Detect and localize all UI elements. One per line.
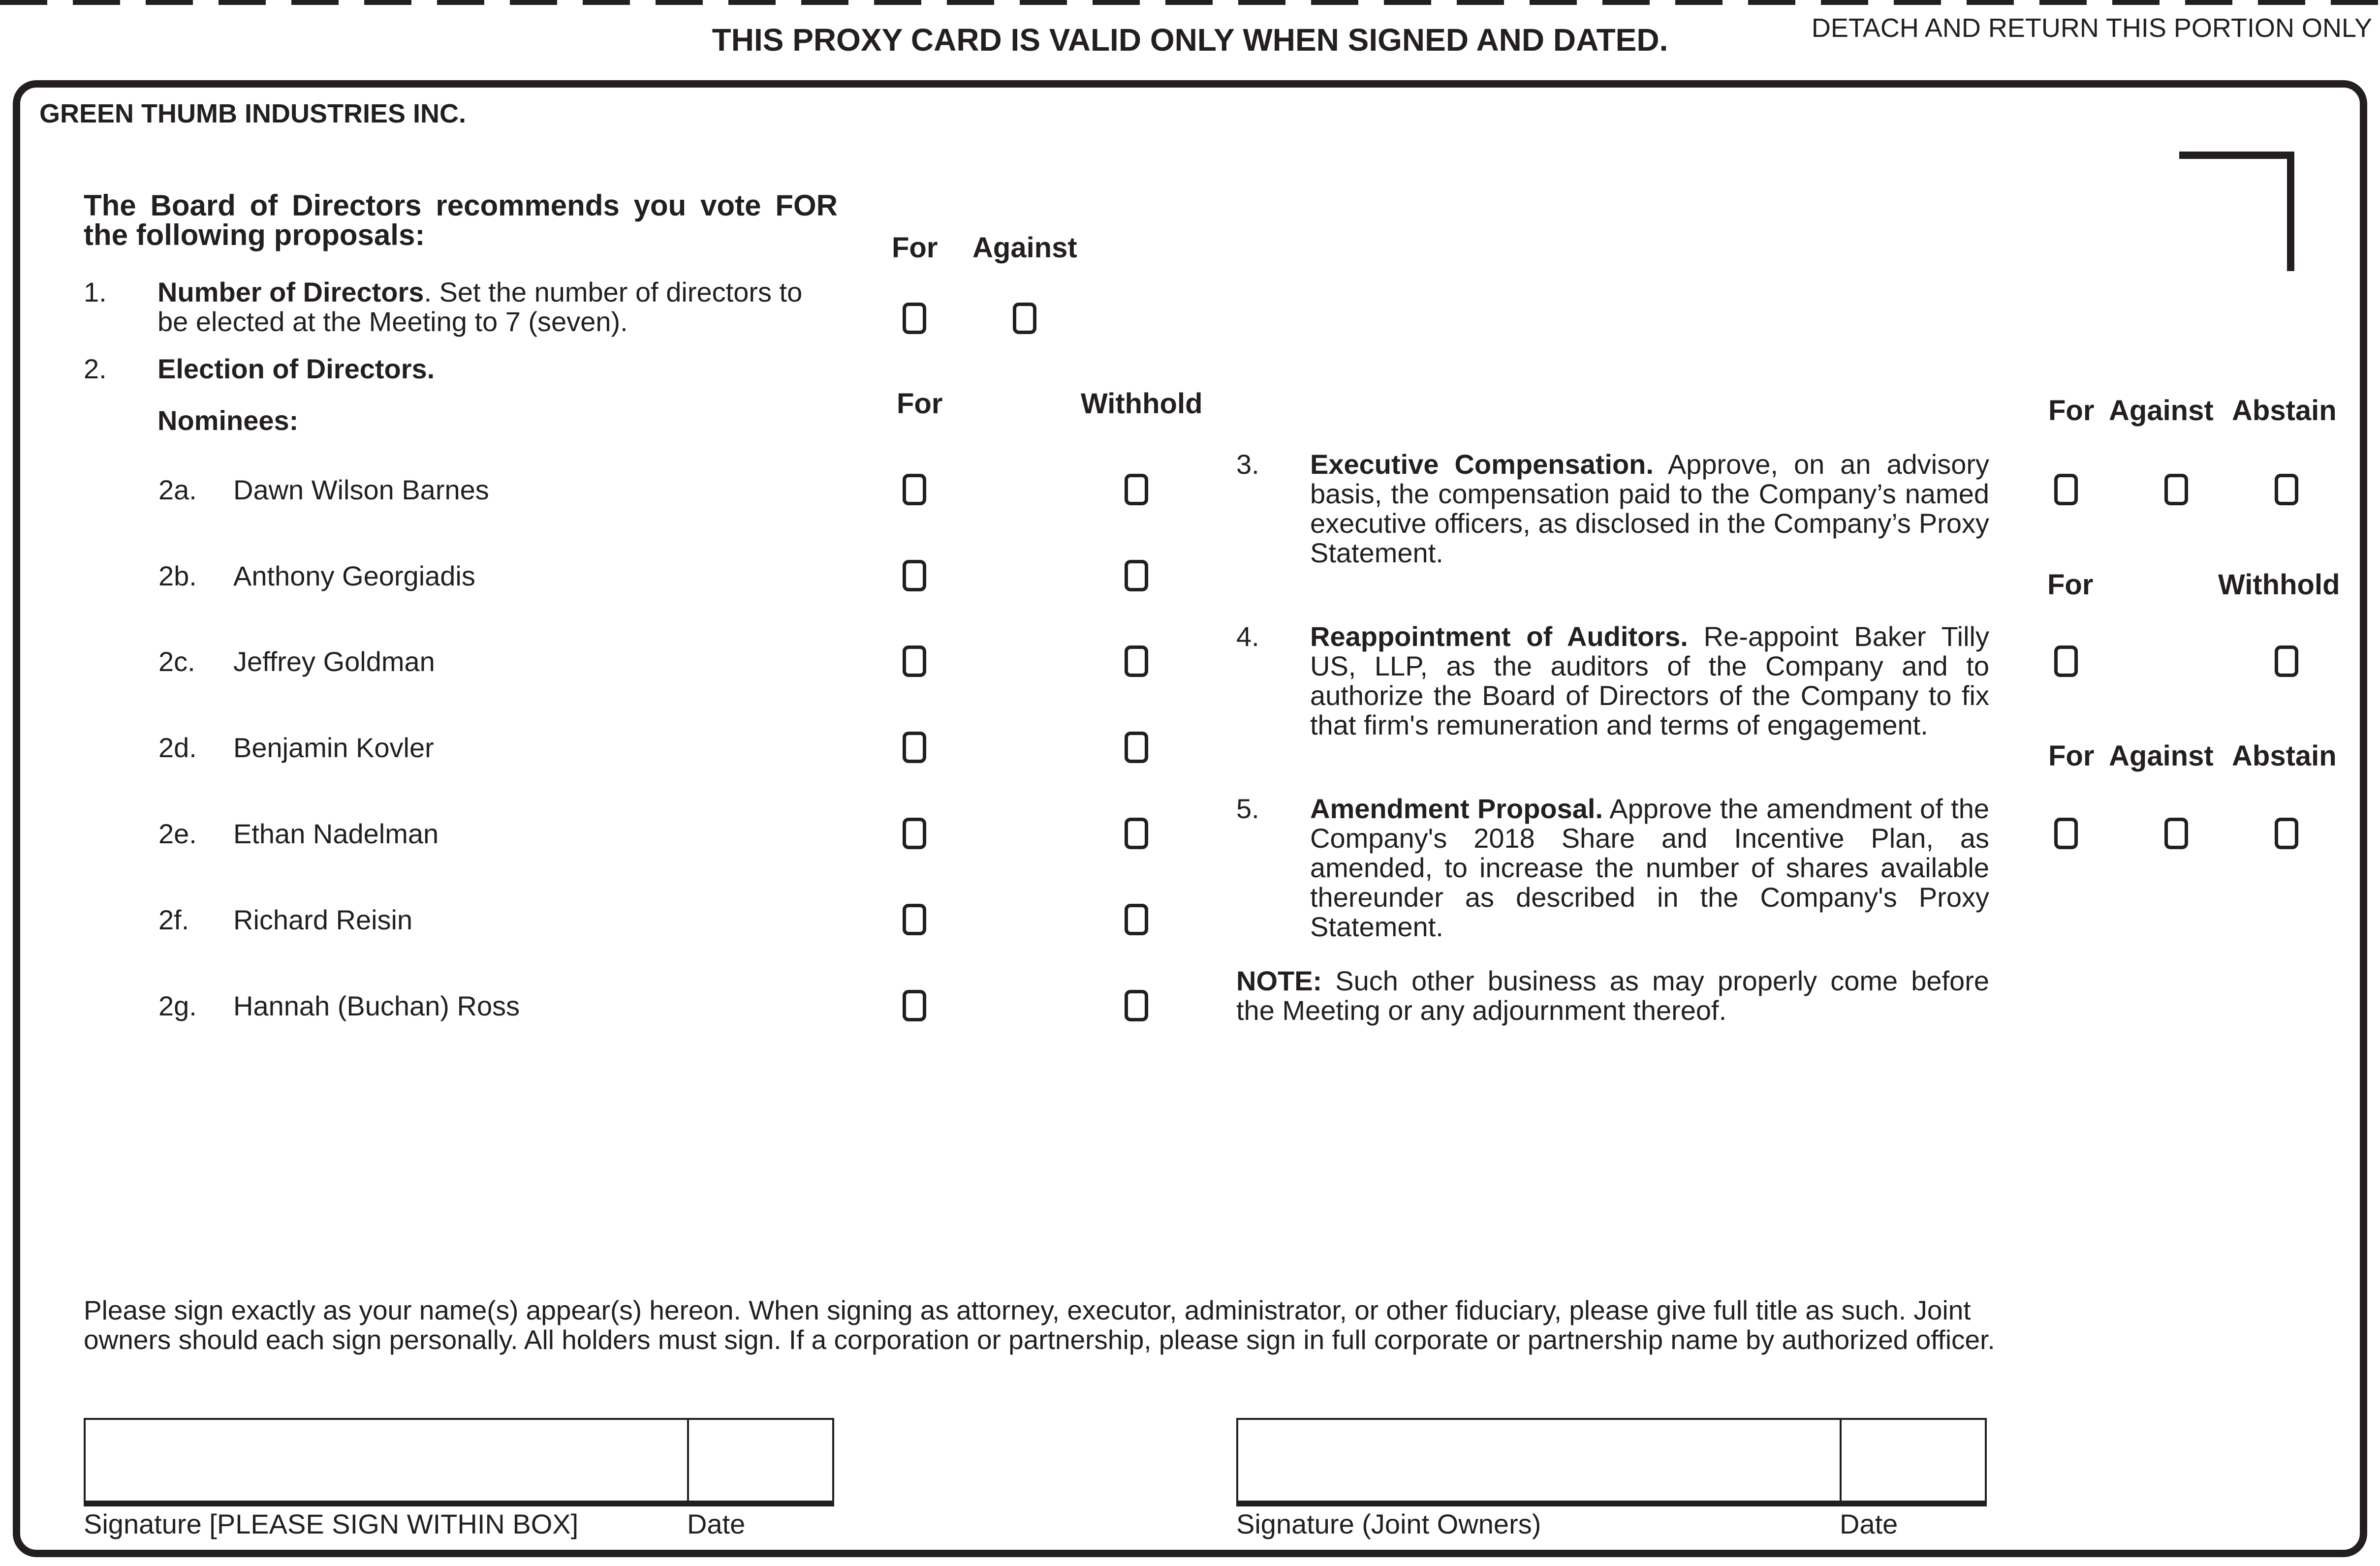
- p1-against-header: Against: [972, 232, 1077, 264]
- nominee-name: Dawn Wilson Barnes: [233, 474, 489, 505]
- p5-title: Amendment Proposal.: [1310, 793, 1603, 824]
- nominee-name: Hannah (Buchan) Ross: [233, 990, 520, 1021]
- p3-for-checkbox[interactable]: [2054, 474, 2078, 505]
- p3-against-checkbox[interactable]: [2164, 474, 2188, 505]
- p2-for-header: For: [897, 388, 943, 420]
- nominee-number: 2f.: [158, 904, 189, 935]
- nominee-2f-withhold-checkbox[interactable]: [1125, 904, 1148, 935]
- note-description: Such other business as may properly come before the Meeting or any adjournment thereof.: [1236, 965, 1989, 1026]
- nominee-number: 2b.: [158, 560, 197, 591]
- nominee-name: Anthony Georgiadis: [233, 560, 475, 591]
- nominee-2e-for-checkbox[interactable]: [903, 818, 926, 849]
- p4-title: Reappointment of Auditors.: [1310, 621, 1688, 652]
- p5-for-header: For: [2048, 740, 2095, 772]
- nominee-number: 2a.: [158, 474, 197, 505]
- nominee-number: 2e.: [158, 818, 197, 849]
- p3-text-block: [1310, 450, 1989, 568]
- p2-title: Election of Directors.: [157, 353, 435, 384]
- p3-against-header: Against: [2109, 395, 2214, 427]
- nominee-2g-withhold-checkbox[interactable]: [1125, 990, 1148, 1021]
- nominee-2e-withhold-checkbox[interactable]: [1125, 818, 1148, 849]
- p4-description: Re-appoint Baker Tilly US, LLP, as the auditors of the Company and to authorize the Board of Directors of the Company to fix that firm's remuneration and terms of engagement.: [1310, 621, 1989, 740]
- p5-description: Approve the amendment of the Company's 2018 Share and Incentive Plan, as amended, to increase the number of shares available thereunder as described in the Company's Proxy Statement.: [1310, 793, 1989, 942]
- p1-text-block: [157, 277, 839, 337]
- p4-number: 4.: [1236, 621, 1259, 652]
- signature-date-divider: [687, 1418, 689, 1504]
- p5-abstain-header: Abstain: [2232, 740, 2337, 772]
- p4-withhold-checkbox[interactable]: [2275, 645, 2298, 677]
- board-recommendation: The Board of Directors recommends you vote FOR the following proposals:: [84, 189, 838, 251]
- p4-for-checkbox[interactable]: [2054, 645, 2078, 677]
- nominee-2f-for-checkbox[interactable]: [903, 904, 926, 935]
- nominee-2b-for-checkbox[interactable]: [903, 560, 926, 591]
- nominee-number: 2c.: [158, 646, 195, 677]
- nominee-2c-withhold-checkbox[interactable]: [1125, 645, 1148, 677]
- p3-title: Executive Compensation.: [1310, 449, 1654, 480]
- note-text-block: [1236, 966, 1989, 1025]
- joint-signature-box[interactable]: [1236, 1418, 1987, 1506]
- company-name: GREEN THUMB INDUSTRIES INC.: [39, 99, 467, 128]
- p1-number: 1.: [84, 276, 107, 307]
- p3-description: Approve, on an advisory basis, the compensation paid to the Company’s named executive officers, as disclosed in the Company’s Proxy Statement.: [1310, 449, 1989, 568]
- p4-for-header: For: [2047, 569, 2094, 601]
- p3-for-header: For: [2048, 395, 2095, 427]
- detach-notice: DETACH AND RETURN THIS PORTION ONLY: [1811, 13, 2372, 43]
- nominee-2a-for-checkbox[interactable]: [903, 474, 926, 505]
- nominee-2d-for-checkbox[interactable]: [903, 732, 926, 763]
- p2-withhold-header: Withhold: [1081, 388, 1203, 420]
- p4-text-block: [1310, 622, 1989, 740]
- p3-abstain-header: Abstain: [2232, 395, 2337, 427]
- p2-number: 2.: [84, 353, 107, 384]
- p3-number: 3.: [1236, 449, 1259, 480]
- nominee-2c-for-checkbox[interactable]: [903, 645, 926, 677]
- nominee-2g-for-checkbox[interactable]: [903, 990, 926, 1021]
- nominee-name: Ethan Nadelman: [233, 818, 439, 849]
- p5-number: 5.: [1236, 793, 1259, 824]
- signature-box[interactable]: [84, 1418, 834, 1506]
- p5-abstain-checkbox[interactable]: [2275, 818, 2298, 849]
- p5-against-header: Against: [2109, 740, 2214, 772]
- p5-text-block: [1310, 794, 1989, 942]
- nominee-2b-withhold-checkbox[interactable]: [1125, 560, 1148, 591]
- p1-description: . Set the number of directors to be elected at the Meeting to 7 (seven).: [157, 276, 803, 337]
- signature-label: Signature [PLEASE SIGN WITHIN BOX]: [84, 1508, 579, 1539]
- nominee-number: 2d.: [158, 732, 197, 763]
- p4-withhold-header: Withhold: [2218, 569, 2340, 601]
- nominee-name: Benjamin Kovler: [233, 732, 434, 763]
- p1-for-header: For: [892, 232, 938, 264]
- date-label: Date: [687, 1508, 746, 1539]
- joint-date-label: Date: [1840, 1508, 1898, 1539]
- corner-mark: [2179, 152, 2294, 271]
- p1-for-checkbox[interactable]: [903, 303, 926, 334]
- nominee-2d-withhold-checkbox[interactable]: [1125, 732, 1148, 763]
- nominee-2a-withhold-checkbox[interactable]: [1125, 474, 1148, 505]
- p3-abstain-checkbox[interactable]: [2275, 474, 2298, 505]
- p2-nominees-label: Nominees:: [157, 405, 299, 436]
- nominee-number: 2g.: [158, 990, 197, 1021]
- detach-line: [0, 0, 2380, 5]
- signing-instructions: Please sign exactly as your name(s) appear(s) hereon. When signing as attorney, executor, administrator, or other fiduciary, please give full title as such. Joint owners should each sign personally. All holders must sign. If a corporation or partnership, please sign in full corporate or partnership name by authorized officer.: [84, 1295, 1995, 1355]
- nominee-name: Jeffrey Goldman: [233, 646, 435, 677]
- p1-title: Number of Directors: [157, 276, 424, 307]
- p5-for-checkbox[interactable]: [2054, 818, 2078, 849]
- joint-signature-date-divider: [1840, 1418, 1842, 1504]
- nominee-name: Richard Reisin: [233, 904, 413, 935]
- validity-notice: THIS PROXY CARD IS VALID ONLY WHEN SIGNED AND DATED.: [712, 22, 1668, 58]
- p5-against-checkbox[interactable]: [2164, 818, 2188, 849]
- p1-against-checkbox[interactable]: [1013, 303, 1036, 334]
- note-label: NOTE:: [1236, 965, 1322, 996]
- joint-signature-label: Signature (Joint Owners): [1236, 1508, 1541, 1539]
